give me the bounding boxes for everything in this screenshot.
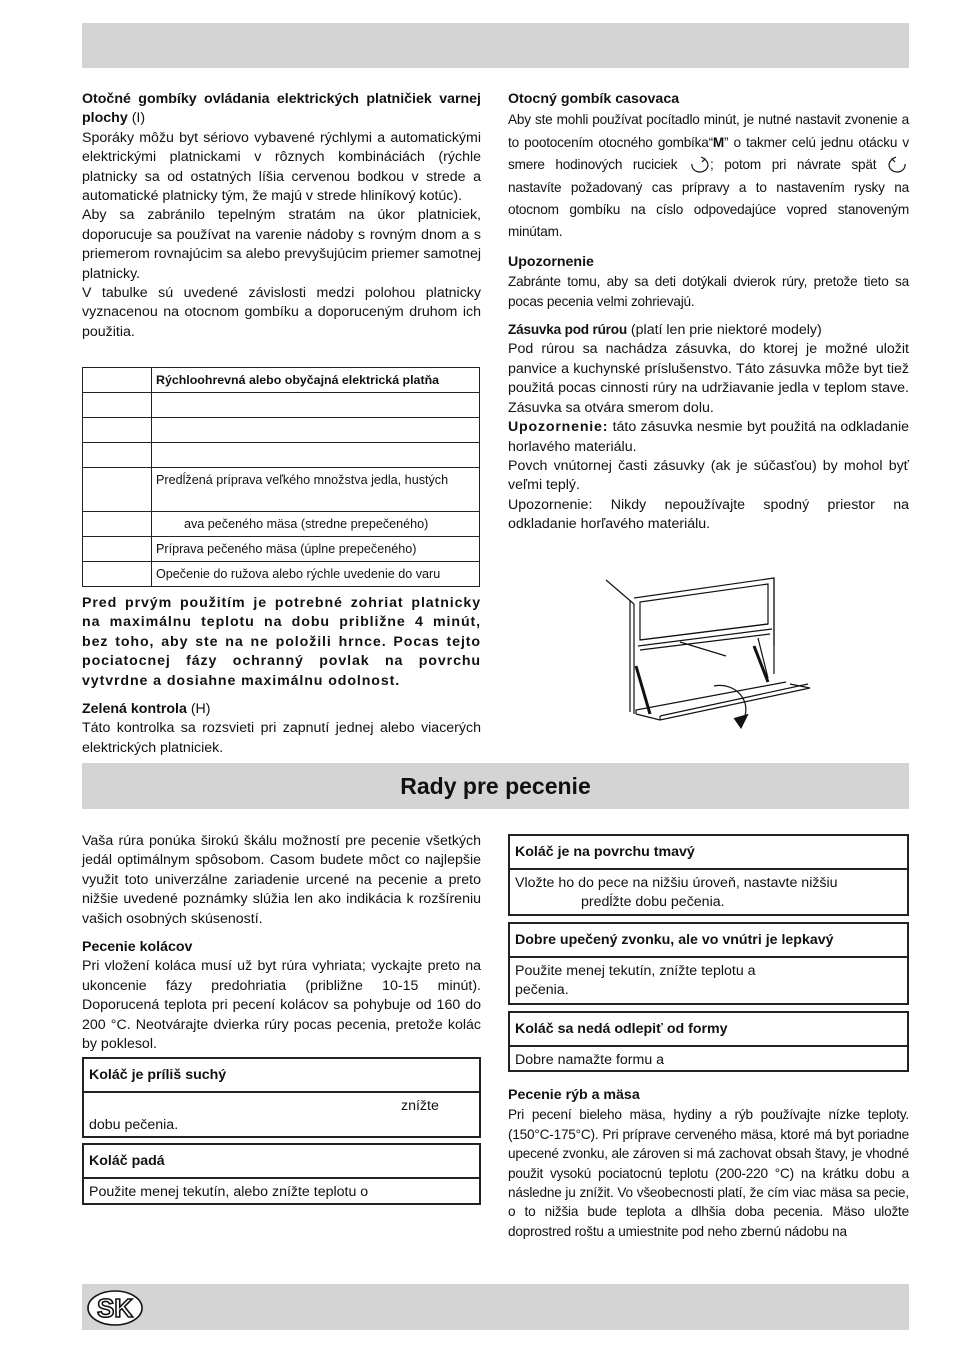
- right-column-top: [508, 90, 909, 535]
- tip-box-title: Koláč je príliš suchý: [84, 1059, 479, 1093]
- table-row: Príprava pečeného mäsa (úplne prepečeného): [83, 537, 480, 562]
- language-code: SK: [96, 1293, 134, 1323]
- counter-clockwise-rotation-icon: [887, 156, 909, 176]
- table-row: Opečenie do ružova alebo rýchle uvedenie do varu: [83, 562, 480, 587]
- left-column-bottom: [82, 594, 481, 758]
- baking-left-column: [82, 832, 481, 1054]
- tip-box-body: Použite menej tekutín, znížte teplotu a pečenia.: [515, 963, 756, 998]
- table-row: ava pečeného mäsa (stredne prepečeného): [83, 512, 480, 537]
- table-row: [83, 443, 480, 468]
- timer-heading: Otocný gombík casovaca: [508, 91, 680, 107]
- table-row: [83, 418, 480, 443]
- table-row: [83, 368, 480, 393]
- tip-box-title: Dobre upečený zvonku, ale vo vnútri je lepkavý: [510, 924, 907, 958]
- knobs-paragraph-3: V tabulke sú uvedené závislosti medzi polohou platnicky vyznacenou na otocnom gombíku a doporuceným druhom ich použitia.: [82, 285, 481, 340]
- table-row: Predĺžená príprava veľkého množstva jedla, hustých: [83, 468, 480, 512]
- cakes-text: Pri vložení koláca musí už byt rúra vyhriata; vyckajte preto na ukoncenie fázy predohriatia (približne 10-15 minút). Doporucená teplota pri pecení kolácov sa pohybuje od 160 do 200 °C. Neotvárajte dvierka rúry pocas pecenia, pretože kolác by poklesol.: [82, 958, 481, 1053]
- section-title: Rady pre pecenie: [400, 773, 591, 799]
- clockwise-rotation-icon: [688, 156, 710, 176]
- drawer-warning: Upozornenie: táto zásuvka nesmie byt použitá na odkladanie horlavého materiálu.: [508, 419, 909, 455]
- left-column-top: [82, 90, 481, 342]
- tip-box-body: znížte dobu pečenia.: [89, 1098, 439, 1133]
- fish-meat-section: [508, 1086, 909, 1241]
- tip-box-body: Použite menej tekutín, alebo znížte teplotu o: [89, 1184, 369, 1200]
- warning-text: Zabránte tomu, aby sa deti dotýkali dvierok rúry, pretože tieto sa pocas pecenia velmi zohrievajú.: [508, 274, 909, 309]
- tip-box-body: Vložte ho do pece na nižšiu úroveň, nastavte nižšiu predĺžte dobu pečenia.: [515, 875, 838, 910]
- drawer-text: Pod rúrou sa nachádza zásuvka, do ktorej je možné uložit panvice a kuchynské príslušenstvo. Táto zásuvka môže byt tiež použitá pocas cinnosti rúry na udržiavanie jedla v teplom stave. Zásuvka sa otvára smerom dolu.: [508, 341, 909, 416]
- timer-text: Aby ste mohli používat pocítadlo minút, je nutné nastavit zvonenie a to pootocením otocného gombíka“M” o takmer celú jednu otácku v smere hodinových ruciciek ; potom pri návrate spät nastavíte požadovaný cas prípravy a to nastavením rysky na otocnom gombíku na císlo odpovedajúce vopred stanoveným minútam.: [508, 112, 910, 240]
- knobs-paragraph-1: Sporáky môžu byt sériovo vybavené rýchlymi a automatickými elektrickými platnickami v rôznych kombináciách (rýchle platnicky sa od ostatných líšia cervenou bodkou v strede a automatické platnicky tým, že majú v strede hliníkový kotúc).: [82, 129, 481, 205]
- knobs-paragraph-2: Aby sa zabránilo tepelným stratám na úkor platniciek, doporucuje sa používat na varenie nádoby s rovným dnom a s priemerom rovnajúcim sa alebo prevyšujúcim priemer samotnej platnicky.: [82, 207, 481, 282]
- baking-intro: Vaša rúra ponúka širokú škálu možností pre pecenie všetkých jedál optimálnym spôsobom. Casom budete môct co najlepšie využit toto univerzálne zariadenie urcené na pecenie a preto nižšie uvedené poznámky slúžia len ako indikácia k rozšíreniu vašich osobných skúseností.: [82, 833, 481, 927]
- tip-box-title: Koláč sa nedá odlepiť od formy: [510, 1013, 907, 1047]
- drawer-surface-note: Povch vnútornej časti zásuvky (ak je súčasťou) by mohol byť veľmi teplý.: [508, 457, 909, 494]
- footer-band: [82, 1284, 909, 1330]
- tip-box-cake-too-dry: [82, 1057, 481, 1138]
- oven-drawer-illustration: [600, 574, 820, 734]
- first-use-note: Pred prvým použitím je potrebné zohriat platnicky na maximálnu teplotu na dobu približne 4 minút, bez toho, aby ste na ne položili hrnce. Pocas tejto pociatocnej fázy ochranný povlak na povrchu vytvrdne a dosiahne maximálnu odolnost.: [82, 595, 481, 689]
- table-row: [83, 393, 480, 418]
- table-header: Rýchloohrevná alebo obyčajná elektrická platňa: [152, 368, 480, 393]
- language-badge: [86, 1289, 144, 1327]
- tip-box-cake-falls: [82, 1143, 481, 1205]
- green-light-text: Táto kontrolka sa rozsvieti pri zapnutí jednej alebo viacerých elektrických platniciek.: [82, 720, 481, 756]
- header-band: [82, 23, 909, 68]
- tip-box-sticky-inside: [508, 922, 909, 1005]
- warning-heading: Upozornenie: [508, 253, 594, 270]
- tip-box-stuck-to-form: [508, 1011, 909, 1072]
- drawer-never-note: Upozornenie: Nikdy nepoužívajte spodný priestor na odkladanie horľavého materiálu.: [508, 496, 909, 533]
- tip-box-title: Koláč je na povrchu tmavý: [510, 836, 907, 870]
- tip-box-title: Koláč padá: [84, 1145, 479, 1179]
- fish-meat-heading: Pecenie rýb a mäsa: [508, 1087, 640, 1103]
- hotplate-table: [82, 367, 480, 587]
- green-light-heading: Zelená kontrola (H): [82, 701, 211, 718]
- drawer-heading: Zásuvka pod rúrou (platí len prie niektoré modely): [508, 322, 822, 339]
- cakes-heading: Pecenie kolácov: [82, 939, 193, 956]
- tip-box-cake-dark: [508, 834, 909, 916]
- tip-box-body: Dobre namažte formu a: [515, 1052, 665, 1068]
- fish-meat-text: Pri pecení bieleho mäsa, hydiny a rýb používajte nízke teploty. (150°C-175°C). Pri príprave cerveného mäsa, ktoré má byt poriadne upecené zvonku, ale zároven si má zachovat obsah štavy, je vhodné použit vysokú pociatocnú teplotu (200-220 °C) na krátku dobu a následne ju znížit. Vo všeobecnosti platí, že cím viac mäsa sa pecie, o to nižšia bude teplota a dlhšia doba pecenia. Mäso uložte doprostred roštu a umiestnite pod neho zbernú nádobu na: [508, 1107, 909, 1239]
- knobs-heading: Otočné gombíky ovládania elektrických platničiek varnej plochy (I): [82, 91, 481, 127]
